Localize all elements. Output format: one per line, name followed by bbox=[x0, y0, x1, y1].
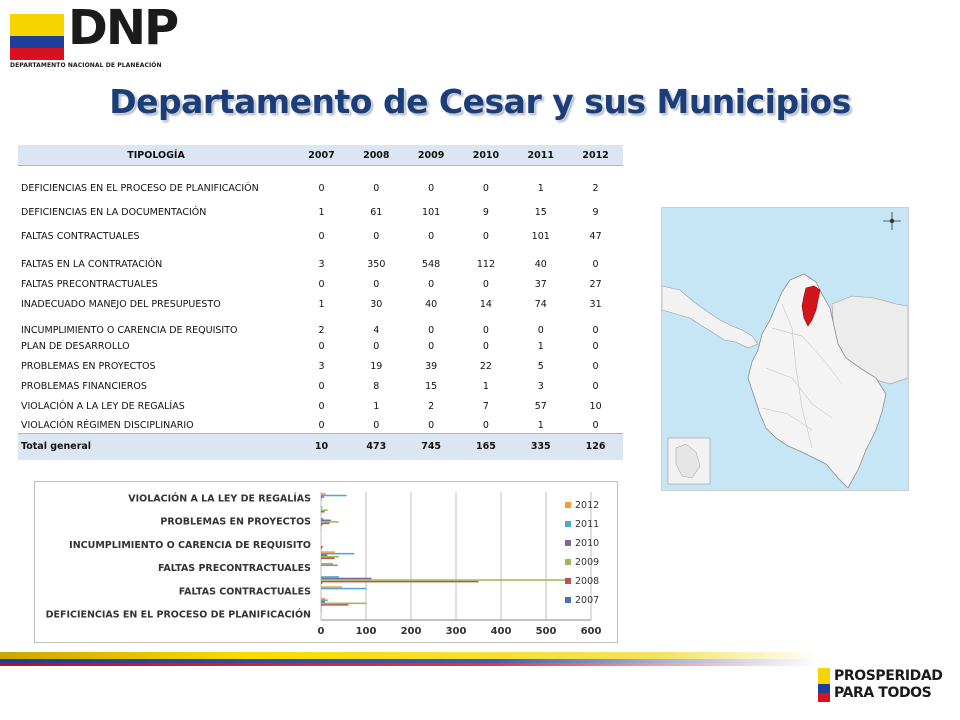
table-cell: 1 bbox=[373, 400, 380, 412]
table-cell: 0 bbox=[592, 340, 599, 352]
dnp-logo-subtitle: DEPARTAMENTO NACIONAL DE PLANEACIÓN bbox=[10, 62, 162, 69]
x-tick-label: 600 bbox=[580, 626, 602, 637]
table-cell: 5 bbox=[537, 360, 544, 372]
table-cell: 1 bbox=[537, 340, 544, 352]
chart-canvas bbox=[35, 482, 617, 642]
table-cell: 1 bbox=[318, 206, 325, 218]
row-label: VIOLACIÓN A LA LEY DE REGALÍAS bbox=[21, 400, 185, 412]
table-cell: 2 bbox=[428, 400, 435, 412]
table-cell: 0 bbox=[428, 340, 435, 352]
table-cell: 0 bbox=[373, 230, 380, 242]
legend-label: 2010 bbox=[575, 538, 600, 549]
table-cell: 0 bbox=[318, 278, 325, 290]
total-label: Total general bbox=[18, 434, 294, 461]
table-cell: 9 bbox=[482, 206, 489, 218]
table-header-row bbox=[18, 145, 623, 166]
table-cell: 0 bbox=[592, 258, 599, 270]
table-cell: 2 bbox=[318, 324, 325, 336]
row-label: FALTAS EN LA CONTRATACIÓN bbox=[21, 258, 163, 270]
table-cell: 0 bbox=[428, 420, 435, 431]
table-cell: 0 bbox=[482, 324, 489, 336]
bar-2009 bbox=[321, 521, 339, 523]
table-row bbox=[18, 244, 623, 272]
table-row bbox=[18, 292, 623, 312]
legend-swatch bbox=[565, 597, 571, 603]
column-header: TIPOLOGÍA bbox=[18, 145, 294, 166]
table-cell: 1 bbox=[537, 420, 544, 431]
total-cell: 335 bbox=[513, 434, 568, 461]
table-cell: 40 bbox=[425, 298, 438, 310]
row-label: DEFICIENCIAS EN EL PROCESO DE PLANIFICACIÓN bbox=[21, 182, 259, 194]
table-cell: 31 bbox=[589, 298, 602, 310]
table-cell: 74 bbox=[534, 298, 547, 310]
table-cell: 22 bbox=[479, 360, 492, 372]
table-cell: 57 bbox=[534, 400, 547, 412]
bar-2008 bbox=[321, 581, 479, 583]
table-cell: 0 bbox=[428, 230, 435, 242]
table-row bbox=[18, 166, 623, 196]
bar-2008 bbox=[321, 546, 323, 548]
table-cell: 1 bbox=[318, 298, 325, 310]
table-row bbox=[18, 196, 623, 220]
column-header: 2008 bbox=[349, 145, 404, 166]
column-header: 2012 bbox=[568, 145, 623, 166]
table-cell: 0 bbox=[318, 230, 325, 242]
legend-label: 2008 bbox=[575, 576, 600, 587]
table-cell: 3 bbox=[537, 380, 544, 392]
table-cell: 0 bbox=[373, 340, 380, 352]
bar-2011 bbox=[321, 565, 338, 567]
table-cell: 1 bbox=[482, 380, 489, 392]
row-label: INCUMPLIMIENTO O CARENCIA DE REQUISITO bbox=[21, 324, 238, 336]
table-cell: 350 bbox=[367, 258, 386, 270]
table-cell: 47 bbox=[589, 230, 602, 242]
table-row bbox=[18, 272, 623, 292]
table-cell: 7 bbox=[482, 400, 489, 412]
tipologia-table bbox=[18, 145, 623, 460]
y-category-label: VIOLACIÓN A LA LEY DE REGALÍAS bbox=[128, 493, 311, 505]
table-cell: 15 bbox=[425, 380, 438, 392]
y-category-label: PROBLEMAS EN PROYECTOS bbox=[160, 516, 311, 528]
row-label: PROBLEMAS EN PROYECTOS bbox=[21, 360, 156, 372]
y-category-label: DEFICIENCIAS EN EL PROCESO DE PLANIFICACIÓN bbox=[45, 609, 311, 621]
bar-2007 bbox=[321, 582, 322, 584]
legend-label: 2011 bbox=[575, 519, 600, 530]
footer-stripe-red bbox=[0, 663, 820, 666]
legend-label: 2012 bbox=[575, 500, 600, 511]
column-header: 2009 bbox=[404, 145, 459, 166]
table-cell: 0 bbox=[373, 182, 380, 194]
table-cell: 0 bbox=[482, 230, 489, 242]
total-cell: 745 bbox=[404, 434, 459, 461]
bar-2010 bbox=[321, 520, 331, 522]
table-cell: 0 bbox=[482, 420, 489, 431]
bar-2012 bbox=[321, 598, 325, 600]
bar-2012 bbox=[321, 586, 342, 588]
bar-2012 bbox=[321, 563, 333, 565]
table-cell: 0 bbox=[428, 182, 435, 194]
row-label: FALTAS CONTRACTUALES bbox=[21, 230, 140, 242]
total-cell: 10 bbox=[294, 434, 349, 461]
prosperidad-logo bbox=[818, 666, 948, 706]
table-cell: 0 bbox=[592, 360, 599, 372]
table-cell: 112 bbox=[476, 258, 495, 270]
bar-2011 bbox=[321, 576, 339, 578]
tipologia-bar-chart bbox=[34, 481, 618, 643]
table-cell: 2 bbox=[592, 182, 599, 194]
bar-2008 bbox=[321, 523, 330, 525]
table-row bbox=[18, 338, 623, 354]
prosperidad-line2: PARA TODOS bbox=[834, 685, 932, 701]
x-tick-label: 200 bbox=[400, 626, 422, 637]
table-row bbox=[18, 414, 623, 434]
row-label: PROBLEMAS FINANCIEROS bbox=[21, 380, 147, 392]
table-cell: 0 bbox=[318, 400, 325, 412]
table-cell: 14 bbox=[479, 298, 492, 310]
legend-swatch bbox=[565, 540, 571, 546]
prosperidad-line1: PROSPERIDAD bbox=[834, 668, 943, 684]
dnp-logo-text: DNP bbox=[68, 0, 178, 56]
x-tick-label: 500 bbox=[535, 626, 557, 637]
table-cell: 37 bbox=[534, 278, 547, 290]
bar-2009 bbox=[321, 556, 339, 558]
bar-2009 bbox=[321, 579, 568, 581]
table-cell: 0 bbox=[537, 324, 544, 336]
row-label: PLAN DE DESARROLLO bbox=[21, 340, 130, 352]
total-cell: 126 bbox=[568, 434, 623, 461]
bar-2007 bbox=[321, 547, 322, 549]
table-cell: 0 bbox=[373, 278, 380, 290]
bar-2011 bbox=[321, 518, 323, 520]
bar-2007 bbox=[321, 524, 322, 526]
table-cell: 0 bbox=[318, 420, 325, 431]
footer-stripe-yellow bbox=[0, 652, 820, 659]
bar-2012 bbox=[321, 551, 335, 553]
bar-2009 bbox=[321, 603, 366, 605]
total-row bbox=[18, 434, 623, 461]
x-tick-label: 300 bbox=[445, 626, 467, 637]
x-tick-label: 0 bbox=[317, 626, 325, 637]
bar-2008 bbox=[321, 604, 348, 606]
bar-2009 bbox=[321, 509, 328, 511]
table-cell: 15 bbox=[534, 206, 547, 218]
table-cell: 10 bbox=[589, 400, 602, 412]
table-cell: 0 bbox=[482, 278, 489, 290]
table-cell: 19 bbox=[370, 360, 383, 372]
table-cell: 0 bbox=[592, 420, 599, 431]
total-cell: 165 bbox=[459, 434, 514, 461]
table-cell: 1 bbox=[537, 182, 544, 194]
table-row bbox=[18, 394, 623, 414]
bar-2010 bbox=[321, 554, 327, 556]
table-cell: 61 bbox=[370, 206, 383, 218]
legend-label: 2007 bbox=[575, 595, 600, 606]
legend-swatch bbox=[565, 521, 571, 527]
y-category-label: FALTAS PRECONTRACTUALES bbox=[157, 563, 311, 575]
table-cell: 0 bbox=[428, 278, 435, 290]
bar-2011 bbox=[321, 599, 328, 601]
legend-label: 2009 bbox=[575, 557, 600, 568]
table-row bbox=[18, 220, 623, 244]
prosperidad-flag-icon bbox=[818, 668, 830, 702]
table-cell: 0 bbox=[482, 182, 489, 194]
table-cell: 0 bbox=[318, 340, 325, 352]
table-cell: 8 bbox=[373, 380, 380, 392]
x-tick-label: 400 bbox=[490, 626, 512, 637]
table-cell: 0 bbox=[373, 420, 380, 431]
bar-2010 bbox=[321, 578, 371, 580]
legend-swatch bbox=[565, 502, 571, 508]
bar-2008 bbox=[321, 511, 325, 513]
table-cell: 40 bbox=[534, 258, 547, 270]
table-cell: 9 bbox=[592, 206, 599, 218]
table-row bbox=[18, 354, 623, 374]
page-title: Departamento de Cesar y sus Municipios bbox=[109, 82, 851, 121]
table-cell: 0 bbox=[318, 182, 325, 194]
column-header: 2011 bbox=[513, 145, 568, 166]
total-cell: 473 bbox=[349, 434, 404, 461]
bar-2011 bbox=[321, 495, 347, 497]
colombia-map-image bbox=[662, 208, 908, 490]
table-cell: 27 bbox=[589, 278, 602, 290]
bar-2010 bbox=[321, 601, 325, 603]
bar-2011 bbox=[321, 506, 322, 508]
table-cell: 3 bbox=[318, 360, 325, 372]
bar-2012 bbox=[321, 610, 322, 612]
bar-2011 bbox=[321, 588, 366, 590]
row-label: VIOLACIÓN RÉGIMEN DISCIPLINARIO bbox=[21, 420, 194, 431]
column-header: 2007 bbox=[294, 145, 349, 166]
legend-swatch bbox=[565, 559, 571, 565]
colombia-flag-icon bbox=[10, 14, 64, 60]
bar-2010 bbox=[321, 496, 324, 498]
table-cell: 0 bbox=[428, 324, 435, 336]
table-row bbox=[18, 374, 623, 394]
column-header: 2010 bbox=[459, 145, 514, 166]
colombia-map bbox=[661, 207, 909, 491]
x-tick-label: 100 bbox=[355, 626, 377, 637]
table-cell: 0 bbox=[482, 340, 489, 352]
row-label: INADECUADO MANEJO DEL PRESUPUESTO bbox=[21, 298, 221, 310]
table-cell: 39 bbox=[425, 360, 438, 372]
table-cell: 101 bbox=[422, 206, 441, 218]
table-cell: 0 bbox=[592, 324, 599, 336]
table-cell: 101 bbox=[531, 230, 550, 242]
table-cell: 30 bbox=[370, 298, 383, 310]
y-category-label: INCUMPLIMIENTO O CARENCIA DE REQUISITO bbox=[69, 539, 311, 551]
table-cell: 548 bbox=[422, 258, 441, 270]
bar-2008 bbox=[321, 558, 335, 560]
table-cell: 3 bbox=[318, 258, 325, 270]
bar-2011 bbox=[321, 553, 354, 555]
legend-swatch bbox=[565, 578, 571, 584]
table-cell: 4 bbox=[373, 324, 380, 336]
dnp-logo bbox=[10, 0, 195, 70]
bar-2012 bbox=[321, 493, 326, 495]
row-label: DEFICIENCIAS EN LA DOCUMENTACIÓN bbox=[21, 206, 207, 218]
table-cell: 0 bbox=[592, 380, 599, 392]
y-category-label: FALTAS CONTRACTUALES bbox=[178, 586, 311, 598]
table-row bbox=[18, 312, 623, 338]
bar-2009 bbox=[321, 498, 322, 500]
row-label: FALTAS PRECONTRACTUALES bbox=[21, 278, 158, 290]
table-cell: 0 bbox=[318, 380, 325, 392]
